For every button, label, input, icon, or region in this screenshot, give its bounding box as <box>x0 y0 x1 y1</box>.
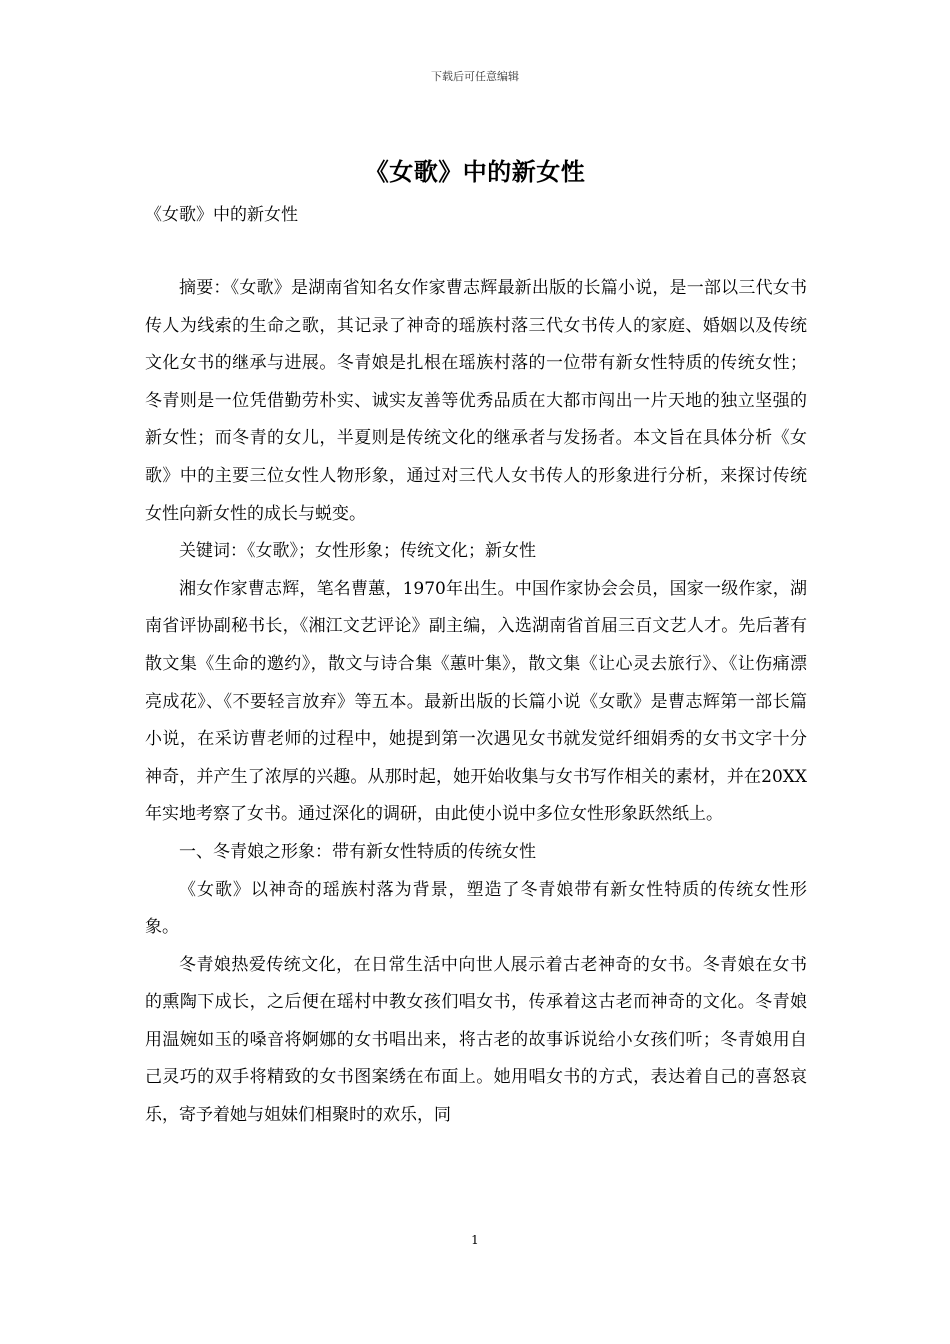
keywords-paragraph: 关键词：《女歌》；女性形象；传统文化；新女性 <box>179 541 536 562</box>
author-intro-paragraph: 湘女作家曹志辉，笔名曹蕙，1970年出生。中国作家协会会员，国家一级作家，湖南省评协副秘书长，《湘江文艺评论》副主编，入选湖南省首届三百文艺人才。先后著有散文集《生命的邀约》，散文与诗合集《蕙叶集》，散文集《让心灵去旅行》、《让伤痛漂亮成花》、《不要轻言放弃》等五本。最新出版的长篇小说《女歌》是曹志辉第一部长篇小说，在采访曹老师的过程中，她提到第一次遇见女书就发觉纤细娟秀的女书文字十分神奇，并产生了浓厚的兴趣。从那时起，她开始收集与女书写作相关的素材，并在20XX年实地考察了女书。通过深化的调研，由此使小说中多位女性形象跃然纸上。 <box>145 578 807 825</box>
page-title: 《女歌》中的新女性 <box>364 157 586 186</box>
header-note: 下载后可任意编辑 <box>431 70 519 83</box>
body-paragraph: 冬青娘热爱传统文化，在日常生活中向世人展示着古老神奇的女书。冬青娘在女书的熏陶下成长，之后便在瑶村中教女孩们唱女书，传承着这古老而神奇的文化。冬青娘用温婉如玉的嗓音将婀娜的女书唱出来，将古老的故事诉说给小女孩们听；冬青娘用自己灵巧的双手将精致的女书图案绣在布面上。她用唱女书的方式，表达着自己的喜怒哀乐，寄予着她与姐妹们相聚时的欢乐，同 <box>145 954 807 1126</box>
section-heading: 一、冬青娘之形象：带有新女性特质的传统女性 <box>179 841 536 862</box>
page-number: 1 <box>471 1233 479 1247</box>
page-subtitle: 《女歌》中的新女性 <box>145 205 298 225</box>
body-paragraph: 《女歌》以神奇的瑶族村落为背景，塑造了冬青娘带有新女性特质的传统女性形象。 <box>145 879 807 938</box>
body-text <box>145 270 807 1135</box>
abstract-paragraph: 摘要：《女歌》是湖南省知名女作家曹志辉最新出版的长篇小说，是一部以三代女书传人为线索的生命之歌，其记录了神奇的瑶族村落三代女书传人的家庭、婚姻以及传统文化女书的继承与进展。冬青娘是扎根在瑶族村落的一位带有新女性特质的传统女性；冬青则是一位凭借勤劳朴实、诚实友善等优秀品质在大都市闯出一片天地的独立坚强的新女性；而冬青的女儿，半夏则是传统文化的继承者与发扬者。本文旨在具体分析《女歌》中的主要三位女性人物形象，通过对三代人女书传人的形象进行分析，来探讨传统女性向新女性的成长与蜕变。 <box>145 278 807 524</box>
